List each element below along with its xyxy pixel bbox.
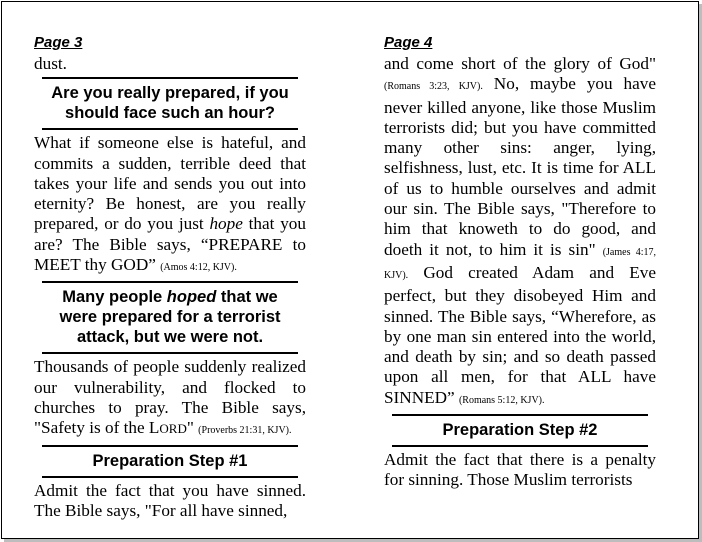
heading-preparation-step-2: Preparation Step #2 [392, 414, 648, 447]
scripture-reference: (James 4:17, KJV). [384, 246, 656, 281]
heading-are-you-prepared: Are you really prepared, if you should face such an hour? [42, 77, 298, 130]
emphasis-hoped: hoped [166, 288, 217, 307]
page-3 [34, 34, 306, 521]
booklet-spread [1, 1, 699, 539]
paragraph-continuation: dust. [34, 54, 67, 73]
page-number-label: Page 4 [384, 34, 433, 51]
heading-many-people-hoped: Many people hoped that we were prepared for a terrorist attack, but we were not. [42, 281, 298, 354]
scripture-reference: (Romans 3:23, KJV). [384, 81, 483, 93]
scripture-reference: (Amos 4:12, KJV). [160, 262, 237, 274]
scripture-reference: (Proverbs 21:31, KJV). [198, 425, 292, 437]
paragraph-glory-of-god: and come short of the glory of God" (Romans 3:23, KJV). No, maybe you have never killed anyone, like those Muslim terrorists did; but you have committed many other sins: anger, lying, selfishness, lust, etc. It is time for ALL of us to humble ourselves and admit our sin. The Bible says, "Therefore to him that knoweth to do good, and doeth it not, to him it is sin" (James 4:17, KJV). God created Adam and Eve perfect, but they disobeyed Him and sinned. The Bible says, “Wherefore, as by one man sin entered into the world, and death by sin; and so death passed upon all men, for that ALL have SINNED” (Romans 5:12, KJV). [384, 54, 656, 407]
heading-preparation-step-1: Preparation Step #1 [42, 445, 298, 478]
paragraph-admit-penalty: Admit the fact that there is a penalty for sinning. Those Muslim terrorists [384, 450, 656, 490]
paragraph-honest-question: What if someone else is hateful, and commits a sudden, terrible deed that takes your life and sends you out into eternity? Be honest, are you really prepared, or do you just hope that you are? The Bible says, “PREPARE to MEET thy GOD” (Amos 4:12, KJV). [34, 133, 306, 275]
page-4 [384, 34, 656, 491]
paragraph-thousands-of-people: Thousands of people suddenly realized our vulnerability, and flocked to churches to pray. The Bible says, "Safety is of the LORD" (Proverbs 21:31, KJV). [34, 357, 306, 438]
page-number-label: Page 3 [34, 34, 83, 51]
paragraph-admit-sinned: Admit the fact that you have sinned. The Bible says, "For all have sinned, [34, 480, 306, 520]
emphasis-hope: hope [209, 214, 243, 234]
scripture-reference: (Romans 5:12, KJV). [458, 394, 545, 406]
